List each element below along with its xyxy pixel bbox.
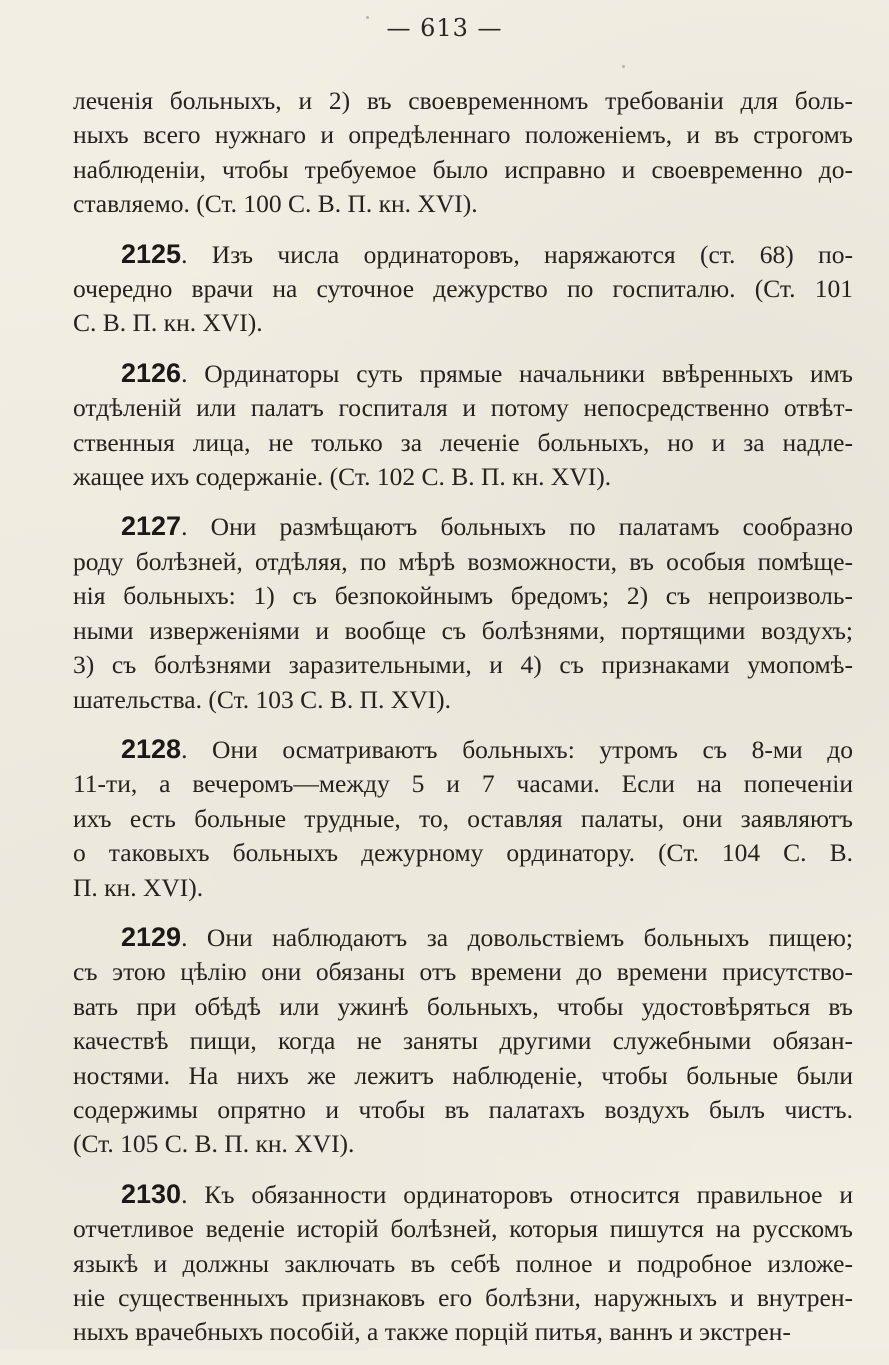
text-line [73, 767, 853, 801]
line-text: . Изъ числа ординаторовъ, наряжаются (ст. 68) по- [181, 239, 853, 269]
text-line [73, 1281, 853, 1315]
article-paragraph [73, 509, 853, 716]
article-paragraph [73, 237, 853, 341]
text-line [73, 1247, 853, 1281]
line-text: С. В. П. кн. XVI). [73, 308, 263, 338]
text-line [73, 920, 853, 955]
line-text: отчетливое веденіе исторій болѣзней, которыя пишутся на русскомъ [73, 1214, 853, 1244]
text-line [73, 1059, 853, 1093]
line-text: ихъ есть больные трудные, то, оставляя палаты, они заявляютъ [73, 803, 853, 833]
article-paragraph [73, 1177, 853, 1350]
text-line [73, 1024, 853, 1058]
article-number: 2130 [121, 1178, 182, 1209]
text-line [73, 802, 853, 836]
article-number: 2128 [121, 733, 182, 764]
line-text: 3) съ болѣзнями заразительными, и 4) съ признаками умопомѣ- [73, 650, 853, 680]
line-text: П. кн. XVI). [73, 872, 204, 902]
text-line [73, 579, 853, 613]
text-line [73, 836, 853, 870]
line-text: леченія больныхъ, и 2) въ своевременномъ требованіи для боль- [73, 86, 853, 115]
article-number: 2127 [121, 511, 182, 542]
line-text: нія больныхъ: 1) съ безпокойнымъ бредомъ; 2) съ непроизволь- [73, 581, 853, 611]
text-line [73, 955, 853, 989]
text-line [73, 306, 853, 340]
text-line [73, 153, 853, 187]
line-text: наблюденіи, чтобы требуемое было исправно и своевременно до- [73, 154, 853, 184]
ink-speck [622, 65, 625, 68]
text-line [73, 356, 853, 391]
line-text: качествѣ пищи, когда не заняты другими служебными обязан- [73, 1026, 853, 1056]
text-line [73, 1212, 853, 1246]
text-line [73, 732, 853, 767]
article-paragraph [73, 732, 853, 905]
text-line [73, 84, 853, 118]
article-paragraph [73, 84, 853, 222]
article-paragraph [73, 920, 853, 1162]
text-line [73, 391, 853, 425]
body-text [73, 84, 853, 1365]
line-text: ныхъ врачебныхъ пособій, а также порцій питья, ваннъ и экстрен- [73, 1317, 791, 1347]
line-text: . Они осматриваютъ больныхъ: утромъ съ 8-ми до [181, 734, 853, 764]
line-text: ными изверженіями и вообще съ болѣзнями, портящими воздухъ; [73, 615, 853, 645]
line-text: ственныя лица, не только за леченіе больныхъ, но и за надле- [73, 427, 853, 457]
line-text: . Они наблюдаютъ за довольствіемъ больныхъ пищею; [181, 922, 853, 952]
text-line [73, 1127, 853, 1161]
article-number: 2125 [121, 238, 182, 269]
text-line [73, 990, 853, 1024]
article-number: 2126 [121, 357, 182, 388]
text-line [73, 509, 853, 544]
line-text: роду болѣзней, отдѣляя, по мѣрѣ возможности, въ особыя помѣще- [73, 546, 853, 576]
article-paragraph [73, 356, 853, 495]
line-text: о таковыхъ больныхъ дежурному ординатору. (Ст. 104 С. В. [73, 838, 853, 868]
text-line [73, 272, 853, 306]
line-text: отдѣленій или палатъ госпиталя и потому непосредственно отвѣт- [73, 393, 853, 423]
line-text: ставляемо. (Ст. 100 С. В. П. кн. XVI). [73, 189, 478, 219]
text-line [73, 187, 853, 221]
line-text: языкѣ и должны заключать въ себѣ полное и подробное изложе- [73, 1248, 853, 1278]
text-line [73, 614, 853, 648]
line-text: содержимы опрятно и чтобы въ палатахъ воздухъ былъ чистъ. [73, 1094, 853, 1124]
text-line [73, 871, 853, 905]
line-text: жащее ихъ содержаніе. (Ст. 102 С. В. П. кн. XVI). [73, 462, 612, 492]
text-line [73, 648, 853, 682]
line-text: ностями. На нихъ же лежитъ наблюденіе, чтобы больные были [73, 1060, 853, 1090]
text-line [73, 1093, 853, 1127]
line-text: съ этою цѣлію они обязаны отъ времени до времени присутство- [73, 957, 853, 987]
line-text: шательства. (Ст. 103 С. В. П. XVI). [73, 684, 451, 714]
line-text: . Ординаторы суть прямые начальники ввѣренныхъ имъ [181, 358, 853, 388]
text-line [73, 1315, 853, 1349]
line-text: вать при обѣдѣ или ужинѣ больныхъ, чтобы удостовѣряться въ [73, 991, 853, 1021]
page-number: — 613 — [386, 14, 503, 42]
text-line [73, 426, 853, 460]
text-line [73, 237, 853, 272]
text-line [73, 460, 853, 494]
line-text: . Они размѣщаютъ больныхъ по палатамъ сообразно [181, 512, 853, 542]
line-text: . Къ обязанности ординаторовъ относится правильное и [181, 1179, 853, 1209]
text-line [73, 118, 853, 152]
text-line [73, 1177, 853, 1212]
text-line [73, 545, 853, 579]
text-line [73, 683, 853, 717]
line-text: очередно врачи на суточное дежурство по госпиталю. (Ст. 101 [73, 274, 853, 304]
line-text: ніе существенныхъ признаковъ его болѣзни, наружныхъ и внутрен- [73, 1283, 853, 1312]
article-number: 2129 [121, 921, 182, 952]
line-text: (Ст. 105 С. В. П. кн. XVI). [73, 1129, 355, 1159]
line-text: 11-ти, а вечеромъ—между 5 и 7 часами. Если на попеченіи [73, 769, 853, 799]
line-text: ныхъ всего нужнаго и опредѣленнаго положеніемъ, и въ строгомъ [73, 120, 853, 150]
